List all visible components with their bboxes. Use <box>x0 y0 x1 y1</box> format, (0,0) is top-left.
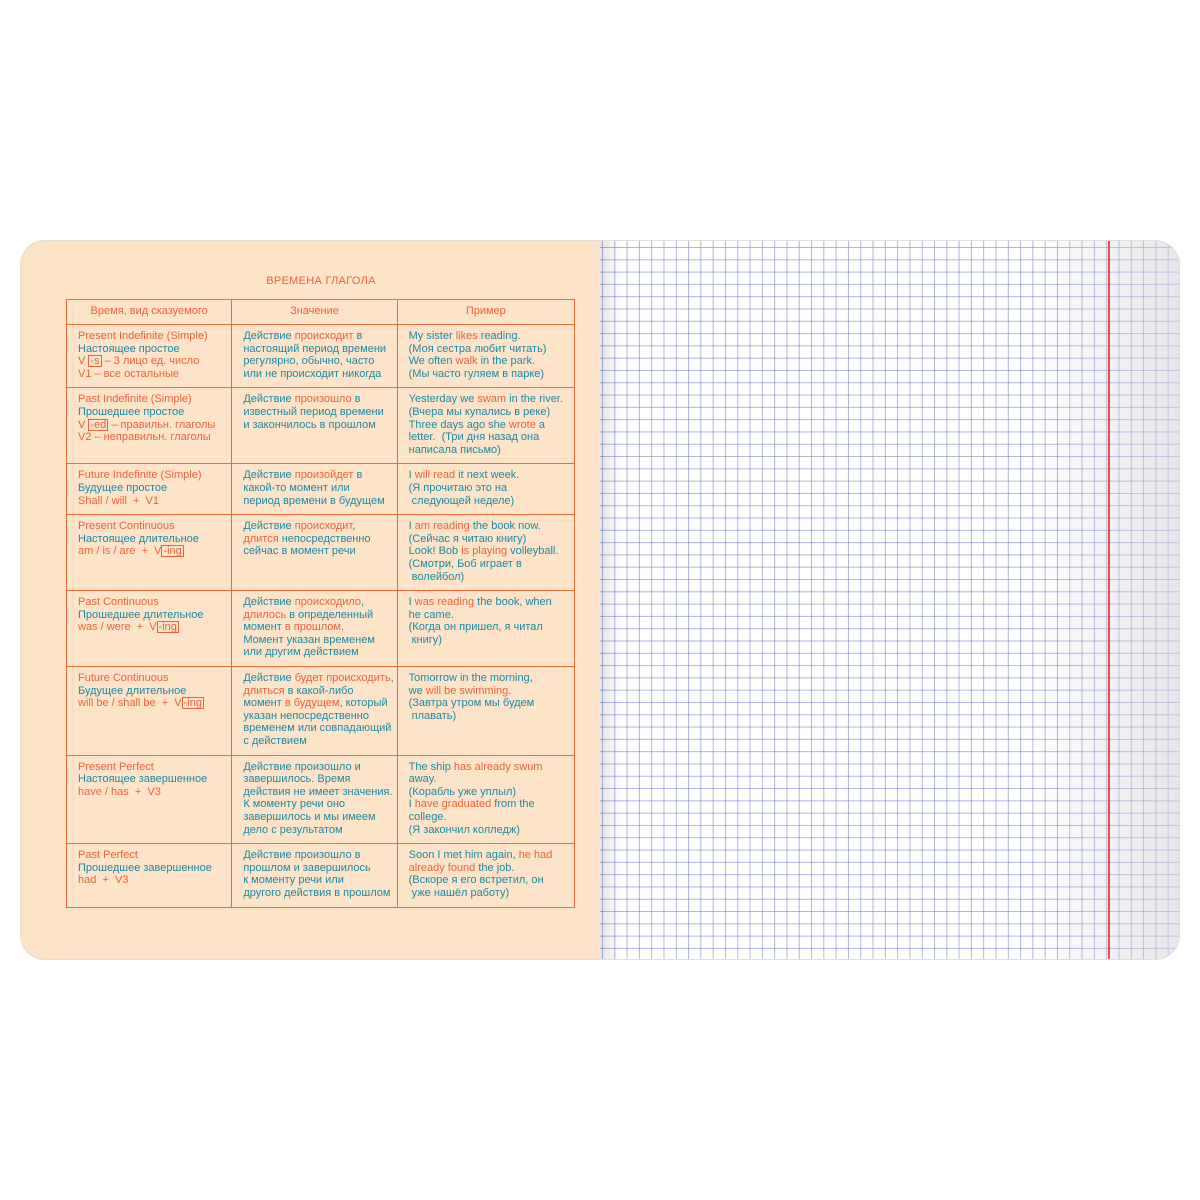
cell-line <box>409 862 568 875</box>
cell-line <box>409 330 568 343</box>
text-segment: уже нашёл работу) <box>408 886 510 899</box>
text-segment: будет происходить <box>294 672 391 685</box>
table-body <box>67 325 575 908</box>
text-segment: Действие <box>243 596 295 609</box>
text-segment: the book now. <box>469 520 541 533</box>
table-row <box>67 388 575 464</box>
meaning-cell <box>232 388 397 464</box>
text-segment: Действие <box>243 672 295 685</box>
table-row <box>67 515 575 591</box>
text-segment: We often <box>408 355 456 368</box>
text-segment: волейбол) <box>408 570 465 583</box>
cell-line <box>78 685 225 698</box>
text-segment: has already swum <box>453 760 543 773</box>
text-segment: , <box>361 596 365 609</box>
text-segment: с действием <box>243 735 307 748</box>
cell-line <box>78 621 225 634</box>
text-segment: Future Continuous <box>78 672 169 685</box>
text-segment: к моменту речи или <box>243 874 344 887</box>
text-segment: – 3 лицо ед. число <box>101 355 200 368</box>
text-segment: указан непосредственно <box>243 709 369 722</box>
cell-line <box>243 773 390 786</box>
cell-line <box>243 722 390 735</box>
text-segment: происходит <box>294 520 353 533</box>
suffix-box: -ing <box>163 545 182 558</box>
text-segment: I <box>408 469 415 482</box>
meaning-cell <box>232 515 397 591</box>
table-row <box>67 464 575 515</box>
text-segment: . <box>340 621 345 634</box>
cell-line <box>78 761 225 774</box>
text-segment: Настоящее завершенное <box>78 773 208 786</box>
text-segment: Прошедшее простое <box>78 405 185 418</box>
text-segment: Настоящее простое <box>78 342 180 355</box>
text-segment: V <box>78 355 89 368</box>
cell-line <box>409 482 568 495</box>
text-segment: Будущее простое <box>78 481 168 494</box>
cell-line <box>78 393 225 406</box>
text-segment: другого действия в прошлом <box>243 886 391 899</box>
cell-line <box>243 735 390 748</box>
notebook-spread <box>21 241 1179 959</box>
text-segment: длилось <box>243 608 287 621</box>
example-cell <box>397 515 574 591</box>
text-segment: дело с результатом <box>243 823 343 836</box>
text-segment: в <box>353 469 363 482</box>
cell-line <box>78 368 225 381</box>
text-segment: какой-то момент или <box>243 481 350 494</box>
text-segment: the book, when <box>474 596 552 609</box>
cell-line <box>243 761 390 774</box>
cell-line <box>243 849 390 862</box>
cell-line <box>243 343 390 356</box>
text-segment: в <box>353 330 363 342</box>
page-title: ВРЕМЕНА ГЛАГОЛА <box>266 275 376 287</box>
text-segment: (Сейчас я читаю книгу) <box>408 532 527 545</box>
meaning-cell <box>232 591 397 667</box>
cell-line <box>409 811 568 824</box>
text-segment: произойдет <box>294 469 354 482</box>
cell-line <box>243 672 394 685</box>
cell-line <box>243 406 390 419</box>
cell-line <box>409 495 568 508</box>
tense-cell <box>67 755 232 844</box>
text-segment: he had <box>518 849 553 862</box>
text-segment: V1 – все остальные <box>78 367 179 380</box>
text-segment: действия не имеет значения. <box>243 785 393 798</box>
cell-line <box>243 495 390 508</box>
text-segment: в определенный <box>286 608 374 621</box>
text-segment: длится <box>243 532 279 545</box>
cell-line <box>243 798 390 811</box>
text-segment: we <box>408 684 426 697</box>
cell-line <box>409 710 568 723</box>
cell-line <box>409 596 568 609</box>
text-segment: I <box>408 596 415 609</box>
text-segment: Действие произошло в <box>243 849 361 862</box>
cell-line <box>78 419 225 432</box>
cell-line <box>78 355 225 368</box>
example-cell <box>397 755 574 844</box>
text-segment: в будущем <box>284 697 340 710</box>
text-segment: и закончилось в прошлом <box>243 418 376 431</box>
cell-line <box>243 482 390 495</box>
text-segment: К моменту речи оно <box>243 798 346 811</box>
tense-cell <box>67 464 232 515</box>
cell-line <box>243 596 390 609</box>
cell-line <box>409 634 568 647</box>
text-segment: had + V3 <box>78 874 129 887</box>
text-segment: Yesterday we <box>408 393 478 406</box>
cell-line <box>243 368 390 381</box>
cell-line <box>78 697 225 710</box>
text-segment: he came. <box>408 608 454 621</box>
text-segment: завершилось. Время <box>243 773 351 786</box>
cell-line <box>243 874 390 887</box>
text-segment: Soon I met him again, <box>408 849 519 862</box>
meaning-cell <box>232 325 397 388</box>
cell-line <box>409 824 568 837</box>
example-cell <box>397 591 574 667</box>
example-cell <box>397 388 574 464</box>
cell-line <box>243 811 390 824</box>
cell-line <box>78 533 225 546</box>
example-cell <box>397 844 574 907</box>
text-segment: Будущее длительное <box>78 684 187 697</box>
text-segment: Present Perfect <box>78 760 154 773</box>
cell-line <box>409 520 568 533</box>
cell-line <box>409 887 568 900</box>
text-segment: (Я прочитаю это на <box>408 481 508 494</box>
text-segment: in the park. <box>477 355 536 368</box>
text-segment: am / is / are + V <box>78 545 162 558</box>
text-segment: walk <box>455 355 478 368</box>
text-segment: Действие <box>243 330 295 342</box>
text-segment: reading. <box>477 330 521 342</box>
text-segment: Look! Bob <box>408 545 462 558</box>
text-segment: will be / shall be + V <box>78 697 182 710</box>
column-header-example: Пример <box>397 300 574 325</box>
cell-line <box>78 874 225 887</box>
text-segment: The ship <box>408 760 454 773</box>
cell-line <box>78 862 225 875</box>
suffix-box: -ing <box>158 621 177 634</box>
text-segment: прошлом и завершилось <box>243 861 371 874</box>
suffix-box: -ing <box>183 697 202 710</box>
text-segment: Прошедшее завершенное <box>78 861 212 874</box>
text-segment: книгу) <box>408 633 442 646</box>
cell-line <box>243 533 390 546</box>
cell-line <box>78 786 225 799</box>
tense-cell <box>67 667 232 756</box>
cell-line <box>409 406 568 419</box>
example-cell <box>397 464 574 515</box>
meaning-cell <box>232 755 397 844</box>
cell-line <box>409 773 568 786</box>
text-segment: происходит <box>294 330 354 342</box>
text-segment: Future Indefinite (Simple) <box>78 469 202 482</box>
table-row <box>67 325 575 388</box>
text-segment: плавать) <box>408 709 457 722</box>
text-segment: from the <box>491 798 535 811</box>
cell-line <box>243 887 390 900</box>
cell-line <box>243 824 390 837</box>
cell-line <box>78 495 225 508</box>
cell-line <box>409 609 568 622</box>
text-segment: произошло <box>294 393 352 406</box>
text-segment: сейчас в момент речи <box>243 545 356 558</box>
text-segment: am reading <box>414 520 470 533</box>
cell-line <box>78 469 225 482</box>
text-segment: известный период времени <box>243 405 384 418</box>
cell-line <box>243 355 390 368</box>
cell-line <box>78 609 225 622</box>
text-segment: регулярно, обычно, часто <box>243 355 375 368</box>
text-segment: Present Continuous <box>78 520 175 533</box>
cell-line <box>78 482 225 495</box>
cell-line <box>409 697 568 710</box>
verb-tenses-table <box>66 299 575 908</box>
text-segment: (Я закончил колледж) <box>408 823 520 836</box>
meaning-cell <box>232 844 397 907</box>
cell-line <box>409 393 568 406</box>
text-segment: it next week. <box>455 469 520 482</box>
text-segment: – правильн. глаголы <box>108 418 216 431</box>
cell-line <box>409 419 568 432</box>
cell-line <box>409 786 568 799</box>
text-segment: момент <box>243 697 285 710</box>
text-segment: в какой-либо <box>284 684 354 697</box>
text-segment: already found <box>408 861 476 874</box>
text-segment: написала письмо) <box>408 443 501 456</box>
cell-line <box>409 533 568 546</box>
cell-line <box>78 773 225 786</box>
cell-line <box>78 520 225 533</box>
text-segment: will be swimming <box>425 684 509 697</box>
column-header-meaning: Значение <box>232 300 397 325</box>
text-segment: временем или совпадающий <box>243 722 392 735</box>
cell-line <box>409 874 568 887</box>
suffix-box: -s <box>90 355 100 368</box>
cell-line <box>243 520 390 533</box>
cell-line <box>409 558 568 571</box>
graph-paper-page <box>600 241 1179 959</box>
text-segment: (Завтра утром мы будем <box>408 697 535 710</box>
text-segment: период времени в будущем <box>243 494 385 507</box>
text-segment: in the river. <box>506 393 563 406</box>
cell-line <box>409 849 568 862</box>
text-segment: Действие <box>243 469 295 482</box>
text-segment: Shall / will + V1 <box>78 494 160 507</box>
cell-line <box>409 545 568 558</box>
cell-line <box>409 571 568 584</box>
text-segment: away. <box>408 773 437 786</box>
cell-line <box>243 609 390 622</box>
table-row <box>67 844 575 907</box>
tense-cell <box>67 515 232 591</box>
tense-cell <box>67 844 232 907</box>
cell-line <box>243 419 390 432</box>
text-segment: , <box>352 520 356 533</box>
cell-line <box>409 761 568 774</box>
text-segment: (Мы часто гуляем в парке) <box>408 367 545 380</box>
cell-line <box>409 431 568 444</box>
text-segment: will read <box>414 469 456 482</box>
text-segment: завершилось и мы имеем <box>243 811 376 823</box>
tense-cell <box>67 325 232 388</box>
text-segment: Действие <box>243 393 295 406</box>
cell-line <box>243 330 390 343</box>
text-segment: volleyball. <box>507 545 559 558</box>
text-segment: a <box>535 418 546 431</box>
text-segment: в <box>351 393 361 406</box>
cell-line <box>409 355 568 368</box>
cell-line <box>243 634 390 647</box>
cell-line <box>78 849 225 862</box>
text-segment: (Смотри, Боб играет в <box>408 557 522 570</box>
column-header-tense: Время, вид сказуемого <box>67 300 232 325</box>
cell-line <box>243 697 390 710</box>
table-header-row <box>67 300 575 325</box>
cell-line <box>78 343 225 356</box>
text-segment: letter. (Три дня назад она <box>408 431 540 444</box>
text-segment: swam <box>477 393 507 406</box>
cell-line <box>243 469 390 482</box>
text-segment: My sister <box>408 330 456 342</box>
text-segment: Прошедшее длительное <box>78 608 204 621</box>
cell-line <box>409 672 568 685</box>
text-segment: was / were + V <box>78 621 157 634</box>
cell-line <box>243 646 390 659</box>
cell-line <box>243 785 393 799</box>
text-segment: have graduated <box>414 798 492 811</box>
cell-line <box>243 621 390 634</box>
text-segment: (Моя сестра любит читать) <box>408 342 547 355</box>
cell-line <box>409 343 568 356</box>
text-segment: (Вчера мы купались в реке) <box>408 405 551 418</box>
table-row <box>67 591 575 667</box>
text-segment: (Корабль уже уплыл) <box>408 785 517 798</box>
text-segment: Tomorrow in the morning, <box>408 672 533 685</box>
cell-line <box>78 596 225 609</box>
text-segment: V <box>78 418 89 431</box>
cover-page <box>21 241 600 959</box>
cell-line <box>243 710 390 723</box>
cell-line <box>243 393 390 406</box>
text-segment: Действие произошло и <box>243 760 361 773</box>
text-segment: . <box>508 684 512 697</box>
cell-line <box>243 862 390 875</box>
example-cell <box>397 325 574 388</box>
text-segment: (Вскоре я его встретил, он <box>408 874 544 887</box>
text-segment: the job. <box>475 861 515 874</box>
text-segment: момент <box>243 621 285 634</box>
cell-line <box>243 685 390 698</box>
table-row <box>67 667 575 756</box>
cell-line <box>409 685 568 698</box>
text-segment: Past Continuous <box>78 596 159 609</box>
text-segment: have / has + V3 <box>78 785 161 798</box>
text-segment: , который <box>339 697 388 710</box>
cell-line <box>78 406 225 419</box>
text-segment: Past Perfect <box>78 849 138 862</box>
text-segment: Present Indefinite (Simple) <box>78 330 208 342</box>
text-segment: is playing <box>461 545 508 558</box>
margin-line <box>1108 241 1110 959</box>
cell-line <box>409 469 568 482</box>
cell-line <box>78 431 225 444</box>
text-segment: или другим действием <box>243 646 359 659</box>
cell-line <box>78 672 225 685</box>
text-segment: длиться <box>243 684 285 697</box>
example-cell <box>397 667 574 756</box>
text-segment: , <box>390 672 394 685</box>
text-segment: Действие <box>243 520 295 533</box>
text-segment: V2 – неправильн. глаголы <box>78 431 211 444</box>
text-segment: Настоящее длительное <box>78 532 199 545</box>
text-segment: в прошлом <box>284 621 341 634</box>
text-segment: Момент указан временем <box>243 633 375 646</box>
tense-cell <box>67 591 232 667</box>
cell-line <box>78 545 225 558</box>
cell-line <box>409 368 568 381</box>
text-segment: college. <box>408 811 447 823</box>
text-segment: likes <box>455 330 478 342</box>
text-segment: wrote <box>508 418 536 431</box>
cell-line <box>78 330 225 343</box>
table-row <box>67 755 575 844</box>
text-segment: I <box>408 798 415 811</box>
text-segment: Past Indefinite (Simple) <box>78 393 192 406</box>
text-segment: (Когда он пришел, я читал <box>408 621 543 634</box>
text-segment: настоящий период времени <box>243 342 387 355</box>
cell-line <box>243 545 390 558</box>
text-segment: was reading <box>414 596 475 609</box>
text-segment: или не происходит никогда <box>243 367 382 380</box>
text-segment: Three days ago she <box>408 418 509 431</box>
text-segment: следующей неделе) <box>408 494 515 507</box>
meaning-cell <box>232 667 397 756</box>
suffix-box: -ed <box>90 418 107 431</box>
text-segment: непосредственно <box>278 532 371 545</box>
text-segment: I <box>408 520 415 533</box>
cell-line <box>409 621 568 634</box>
text-segment: происходило <box>294 596 362 609</box>
cell-line <box>409 798 568 811</box>
tense-cell <box>67 388 232 464</box>
cell-line <box>409 444 568 457</box>
meaning-cell <box>232 464 397 515</box>
